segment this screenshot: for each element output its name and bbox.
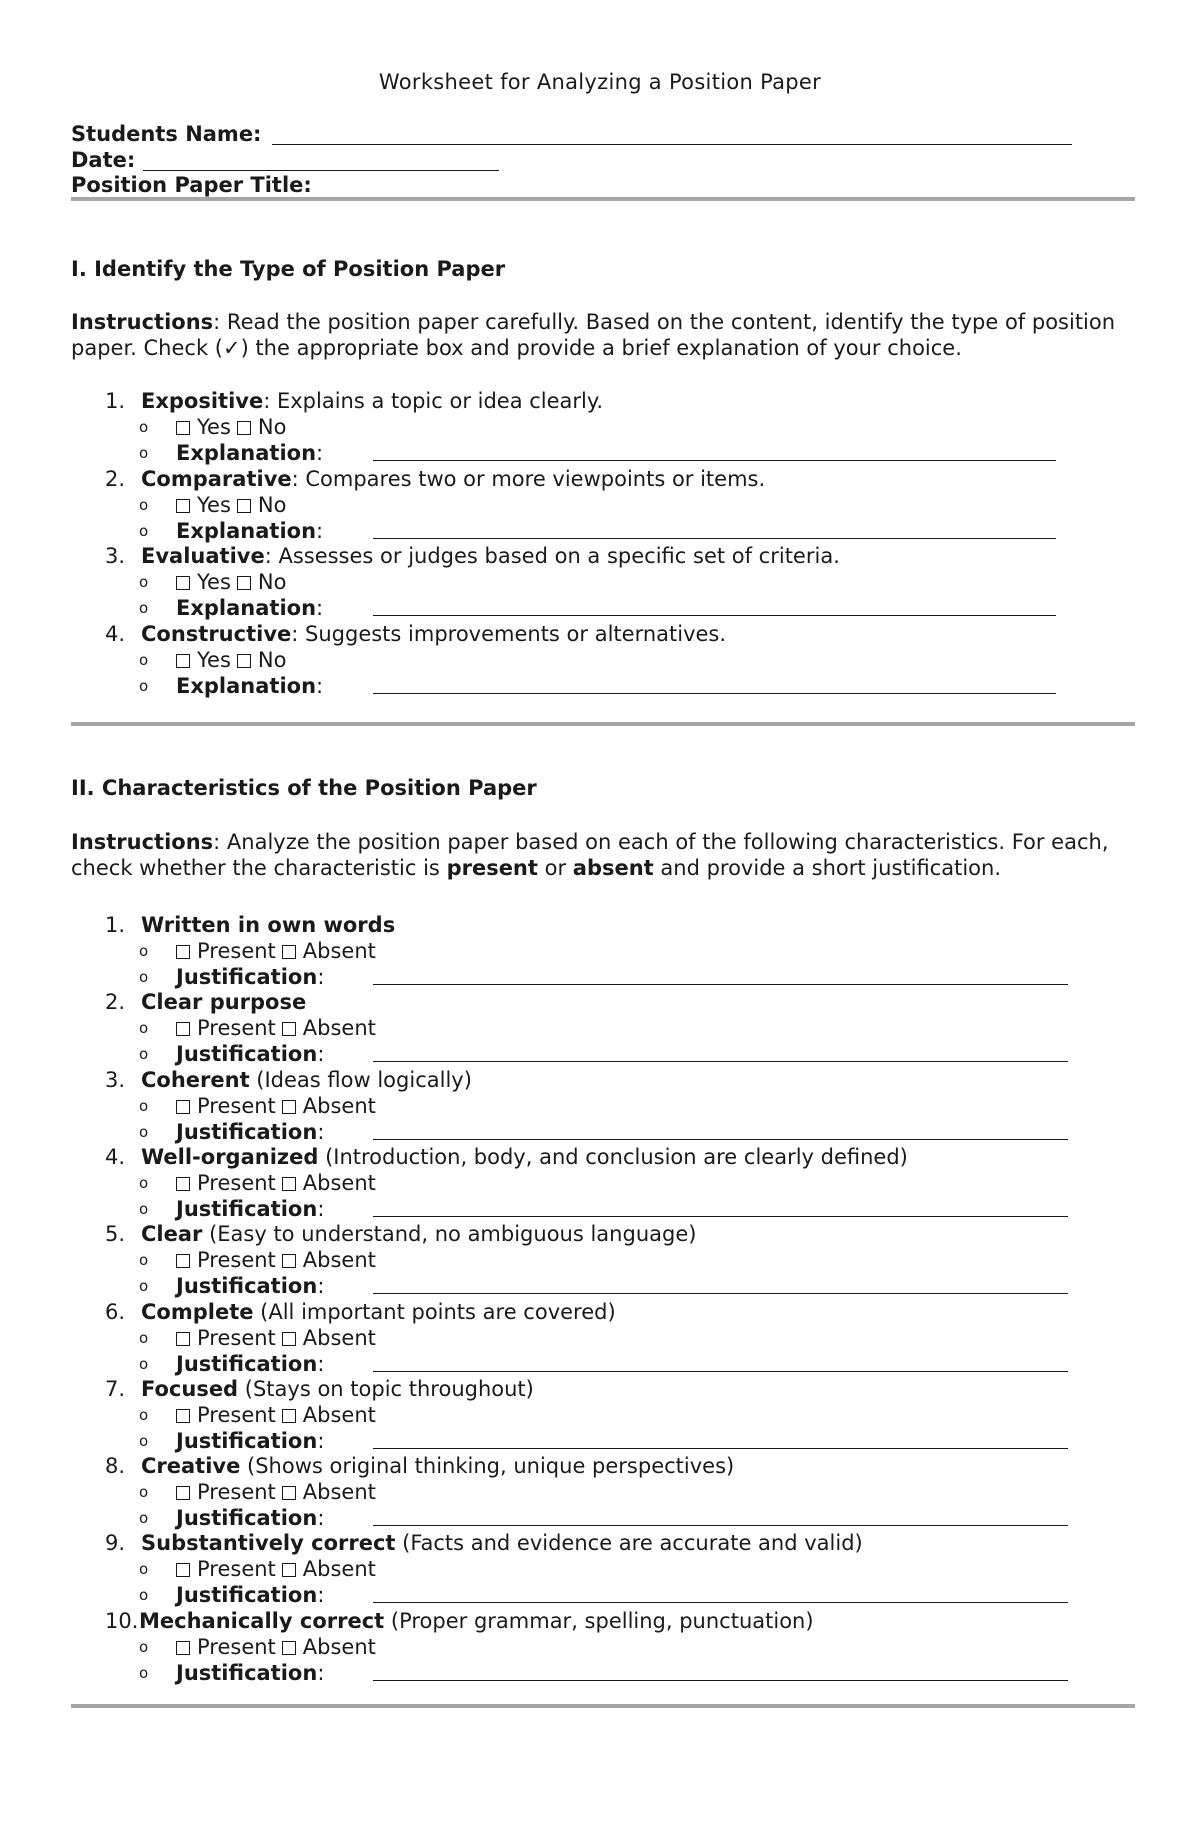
option-label: Present	[197, 1016, 276, 1041]
item-description: : Suggests improvements or alternatives.	[291, 621, 727, 646]
item-name: Clear	[141, 1222, 203, 1247]
bullet-icon: o	[139, 1354, 149, 1373]
checkbox-row	[139, 1634, 382, 1660]
option-label: Present	[197, 1325, 276, 1350]
student-name-field[interactable]	[272, 144, 1072, 145]
list-item	[105, 1453, 734, 1479]
explanation-row	[139, 964, 325, 990]
bullet-icon: o	[139, 650, 149, 669]
answer-field[interactable]	[373, 460, 1056, 461]
checkbox-present[interactable]	[176, 1332, 190, 1346]
item-number: 7.	[105, 1376, 126, 1401]
bullet-icon: o	[139, 1560, 149, 1579]
item-number: 3.	[105, 544, 126, 568]
colon: :	[317, 1506, 325, 1531]
item-description: (Shows original thinking, unique perspectives)	[240, 1454, 735, 1479]
bullet-icon: o	[139, 1096, 149, 1115]
checkbox-row	[139, 492, 292, 518]
explanation-row	[139, 1505, 325, 1531]
answer-field[interactable]	[373, 1216, 1068, 1217]
checkbox-yes[interactable]	[176, 576, 190, 590]
item-name: Expositive	[141, 389, 264, 413]
answer-field[interactable]	[373, 693, 1056, 694]
checkbox-absent[interactable]	[282, 1177, 296, 1191]
list-item	[105, 1067, 472, 1093]
checkbox-absent[interactable]	[282, 1409, 296, 1423]
item-number: 6.	[105, 1299, 126, 1324]
bullet-icon: o	[139, 942, 149, 960]
option-label: No	[257, 415, 287, 439]
item-name: Focused	[141, 1376, 239, 1401]
item-number: 2.	[105, 990, 126, 1015]
item-number: 9.	[105, 1531, 126, 1556]
explanation-label: Justification	[176, 1042, 318, 1067]
answer-field[interactable]	[373, 1680, 1068, 1681]
instructions-text-end: and provide a short justification.	[653, 856, 1001, 880]
answer-field[interactable]	[373, 1525, 1068, 1526]
checkbox-present[interactable]	[176, 1254, 190, 1268]
option-label: Absent	[302, 1093, 376, 1118]
checkbox-row	[139, 414, 292, 440]
explanation-row	[139, 440, 324, 466]
option-label: Yes	[197, 415, 231, 439]
option-label: Absent	[302, 1480, 376, 1505]
absent-word: absent	[572, 856, 654, 880]
colon: :	[316, 518, 324, 543]
divider-bottom	[71, 1704, 1135, 1708]
checkbox-present[interactable]	[176, 1486, 190, 1500]
checkbox-no[interactable]	[237, 654, 251, 668]
item-number: 10.	[105, 1608, 139, 1633]
colon: :	[317, 1042, 325, 1067]
item-number: 8.	[105, 1454, 126, 1479]
item-description: (Easy to understand, no ambiguous language)	[202, 1222, 697, 1247]
checkbox-absent[interactable]	[282, 1332, 296, 1346]
checkbox-row	[139, 1093, 382, 1119]
section2-instructions	[71, 829, 1131, 881]
option-label: Present	[197, 1170, 276, 1195]
checkbox-row	[139, 1325, 382, 1351]
explanation-label: Explanation	[176, 441, 317, 465]
section1-instructions	[71, 309, 1131, 361]
item-name: Comparative	[141, 466, 292, 491]
list-item	[105, 621, 726, 647]
colon: :	[317, 1428, 325, 1453]
bullet-icon: o	[139, 676, 149, 695]
list-item	[105, 388, 603, 414]
checkbox-row	[139, 569, 292, 595]
instructions-text: : Analyze the position paper based on each of the following characteristics. For each, check whether the characteristic is	[71, 830, 1109, 880]
item-name: Creative	[141, 1454, 241, 1479]
colon: :	[316, 596, 324, 620]
explanation-label: Explanation	[176, 518, 317, 543]
checkbox-absent[interactable]	[282, 1254, 296, 1268]
colon: :	[317, 1351, 325, 1376]
list-item	[105, 989, 306, 1015]
date-label: Date:	[71, 148, 136, 172]
checkbox-row	[139, 1479, 382, 1505]
checkbox-no[interactable]	[237, 576, 251, 590]
option-label: Absent	[302, 939, 376, 963]
paper-title-label: Position Paper Title:	[71, 173, 312, 197]
bullet-icon: o	[139, 1328, 149, 1347]
explanation-label: Explanation	[176, 673, 317, 698]
colon: :	[317, 1660, 325, 1685]
answer-field[interactable]	[373, 1371, 1068, 1372]
checkbox-absent[interactable]	[282, 945, 296, 959]
colon: :	[317, 1119, 325, 1144]
explanation-label: Justification	[176, 965, 318, 989]
bullet-icon: o	[139, 1637, 149, 1656]
checkbox-present[interactable]	[176, 1563, 190, 1577]
checkbox-row	[139, 1402, 382, 1428]
item-description: : Assesses or judges based on a specific set of criteria.	[264, 544, 840, 568]
answer-field[interactable]	[373, 1448, 1068, 1449]
item-description: : Explains a topic or idea clearly.	[263, 389, 604, 413]
checkbox-no[interactable]	[237, 499, 251, 513]
worksheet-title: Worksheet for Analyzing a Position Paper	[378, 70, 822, 94]
colon: :	[317, 965, 325, 989]
instructions-label: Instructions	[71, 310, 214, 334]
bullet-icon: o	[139, 418, 149, 436]
explanation-label: Justification	[176, 1428, 318, 1453]
item-description: (Ideas flow logically)	[249, 1067, 472, 1092]
explanation-label: Justification	[176, 1196, 318, 1221]
bullet-icon: o	[139, 1122, 149, 1141]
checkbox-yes[interactable]	[176, 499, 190, 513]
colon: :	[317, 1274, 325, 1299]
item-description: (Proper grammar, spelling, punctuation)	[384, 1608, 814, 1633]
checkbox-yes[interactable]	[176, 654, 190, 668]
item-number: 4.	[105, 1144, 126, 1169]
option-label: Yes	[197, 492, 231, 517]
option-label: Absent	[302, 1402, 376, 1427]
item-number: 5.	[105, 1222, 126, 1247]
answer-field[interactable]	[373, 615, 1056, 616]
checkbox-absent[interactable]	[282, 1100, 296, 1114]
checkbox-row	[139, 647, 292, 673]
explanation-row	[139, 595, 324, 621]
option-label: Present	[197, 939, 276, 963]
item-name: Substantively correct	[141, 1531, 396, 1556]
instructions-label: Instructions	[71, 830, 214, 854]
item-number: 3.	[105, 1067, 126, 1092]
instructions-text: : Read the position paper carefully. Based on the content, identify the type of position paper. Check (✓) the appropriate box and provide a brief explanation of your choice.	[71, 310, 1116, 360]
option-label: Present	[197, 1557, 276, 1582]
checkbox-present[interactable]	[176, 1100, 190, 1114]
explanation-row	[139, 1273, 325, 1299]
explanation-row	[139, 1351, 325, 1377]
answer-field[interactable]	[373, 538, 1056, 539]
explanation-row	[139, 1196, 325, 1222]
checkbox-present[interactable]	[176, 1022, 190, 1036]
explanation-label: Explanation	[176, 596, 317, 620]
option-label: Absent	[302, 1634, 376, 1659]
bullet-icon: o	[139, 1405, 149, 1424]
item-description: : Compares two or more viewpoints or items.	[291, 466, 766, 491]
checkbox-absent[interactable]	[282, 1641, 296, 1655]
item-name: Complete	[141, 1299, 254, 1324]
divider-middle	[71, 722, 1135, 726]
list-item	[105, 1144, 908, 1170]
checkbox-yes[interactable]	[176, 421, 190, 435]
item-name: Coherent	[141, 1067, 250, 1092]
item-name: Constructive	[141, 621, 292, 646]
item-number: 1.	[105, 389, 126, 413]
divider-top	[71, 197, 1135, 201]
option-label: No	[257, 570, 287, 594]
option-label: Absent	[302, 1016, 376, 1041]
list-item	[105, 1608, 814, 1634]
bullet-icon: o	[139, 1509, 149, 1528]
bullet-icon: o	[139, 495, 149, 514]
explanation-row	[139, 1582, 325, 1608]
item-description: (Stays on topic throughout)	[238, 1376, 534, 1401]
or-word: or	[537, 856, 573, 880]
item-name: Written in own words	[141, 913, 396, 937]
section1-heading: I. Identify the Type of Position Paper	[71, 257, 506, 281]
colon: :	[316, 673, 324, 698]
item-description: (All important points are covered)	[253, 1299, 616, 1324]
option-label: Present	[197, 1480, 276, 1505]
checkbox-row	[139, 1170, 382, 1196]
colon: :	[317, 1196, 325, 1221]
explanation-row	[139, 518, 324, 544]
item-name: Well-organized	[141, 1144, 319, 1169]
list-item	[105, 912, 395, 938]
checkbox-absent[interactable]	[282, 1022, 296, 1036]
checkbox-row	[139, 1015, 382, 1041]
explanation-label: Justification	[176, 1506, 318, 1531]
bullet-icon: o	[139, 1045, 149, 1064]
colon: :	[317, 1583, 325, 1608]
item-number: 4.	[105, 621, 126, 646]
bullet-icon: o	[139, 1483, 149, 1502]
bullet-icon: o	[139, 599, 149, 617]
bullet-icon: o	[139, 1277, 149, 1296]
checkbox-absent[interactable]	[282, 1563, 296, 1577]
answer-field[interactable]	[373, 1293, 1068, 1294]
explanation-row	[139, 1660, 325, 1686]
item-name: Mechanically correct	[139, 1608, 385, 1633]
list-item	[105, 1299, 616, 1325]
checkbox-absent[interactable]	[282, 1486, 296, 1500]
item-description: (Introduction, body, and conclusion are clearly defined)	[318, 1144, 908, 1169]
checkbox-row	[139, 1247, 382, 1273]
bullet-icon: o	[139, 1199, 149, 1218]
student-name-label: Students Name:	[71, 122, 262, 146]
explanation-label: Justification	[176, 1119, 318, 1144]
bullet-icon: o	[139, 1431, 149, 1450]
bullet-icon: o	[139, 1663, 149, 1682]
checkbox-row	[139, 1556, 382, 1582]
checkbox-present[interactable]	[176, 945, 190, 959]
checkbox-present[interactable]	[176, 1409, 190, 1423]
explanation-label: Justification	[176, 1274, 318, 1299]
checkbox-present[interactable]	[176, 1177, 190, 1191]
explanation-row	[139, 1041, 325, 1067]
checkbox-row	[139, 938, 382, 964]
present-word: present	[446, 856, 538, 880]
option-label: Present	[197, 1634, 276, 1659]
date-field[interactable]	[143, 170, 499, 171]
bullet-icon: o	[139, 1019, 149, 1038]
section2-heading: II. Characteristics of the Position Paper	[71, 776, 537, 800]
explanation-label: Justification	[176, 1660, 318, 1685]
item-name: Clear purpose	[141, 990, 307, 1015]
option-label: Absent	[302, 1325, 376, 1350]
bullet-icon: o	[139, 1173, 149, 1192]
bullet-icon: o	[139, 1586, 149, 1605]
explanation-label: Justification	[176, 1351, 318, 1376]
checkbox-no[interactable]	[237, 421, 251, 435]
bullet-icon: o	[139, 1251, 149, 1270]
option-label: Absent	[302, 1248, 376, 1273]
bullet-icon: o	[139, 444, 149, 462]
item-name: Evaluative	[141, 544, 265, 568]
option-label: No	[257, 647, 287, 672]
checkbox-present[interactable]	[176, 1641, 190, 1655]
item-description: (Facts and evidence are accurate and valid)	[395, 1531, 863, 1556]
colon: :	[316, 441, 324, 465]
list-item	[105, 1376, 534, 1402]
answer-field[interactable]	[373, 984, 1068, 985]
option-label: Present	[197, 1248, 276, 1273]
bullet-icon: o	[139, 573, 149, 591]
bullet-icon: o	[139, 521, 149, 540]
option-label: Absent	[302, 1170, 376, 1195]
bullet-icon: o	[139, 968, 149, 986]
option-label: No	[257, 492, 287, 517]
option-label: Yes	[197, 647, 231, 672]
item-number: 2.	[105, 466, 126, 491]
explanation-row	[139, 673, 324, 699]
answer-field[interactable]	[373, 1602, 1068, 1603]
list-item	[105, 543, 840, 569]
item-number: 1.	[105, 913, 126, 937]
answer-field[interactable]	[373, 1061, 1068, 1062]
explanation-row	[139, 1428, 325, 1454]
list-item	[105, 466, 765, 492]
answer-field[interactable]	[373, 1139, 1068, 1140]
option-label: Yes	[197, 570, 231, 594]
list-item	[105, 1530, 863, 1556]
option-label: Present	[197, 1093, 276, 1118]
explanation-row	[139, 1119, 325, 1145]
option-label: Absent	[302, 1557, 376, 1582]
option-label: Present	[197, 1402, 276, 1427]
explanation-label: Justification	[176, 1583, 318, 1608]
list-item	[105, 1221, 696, 1247]
